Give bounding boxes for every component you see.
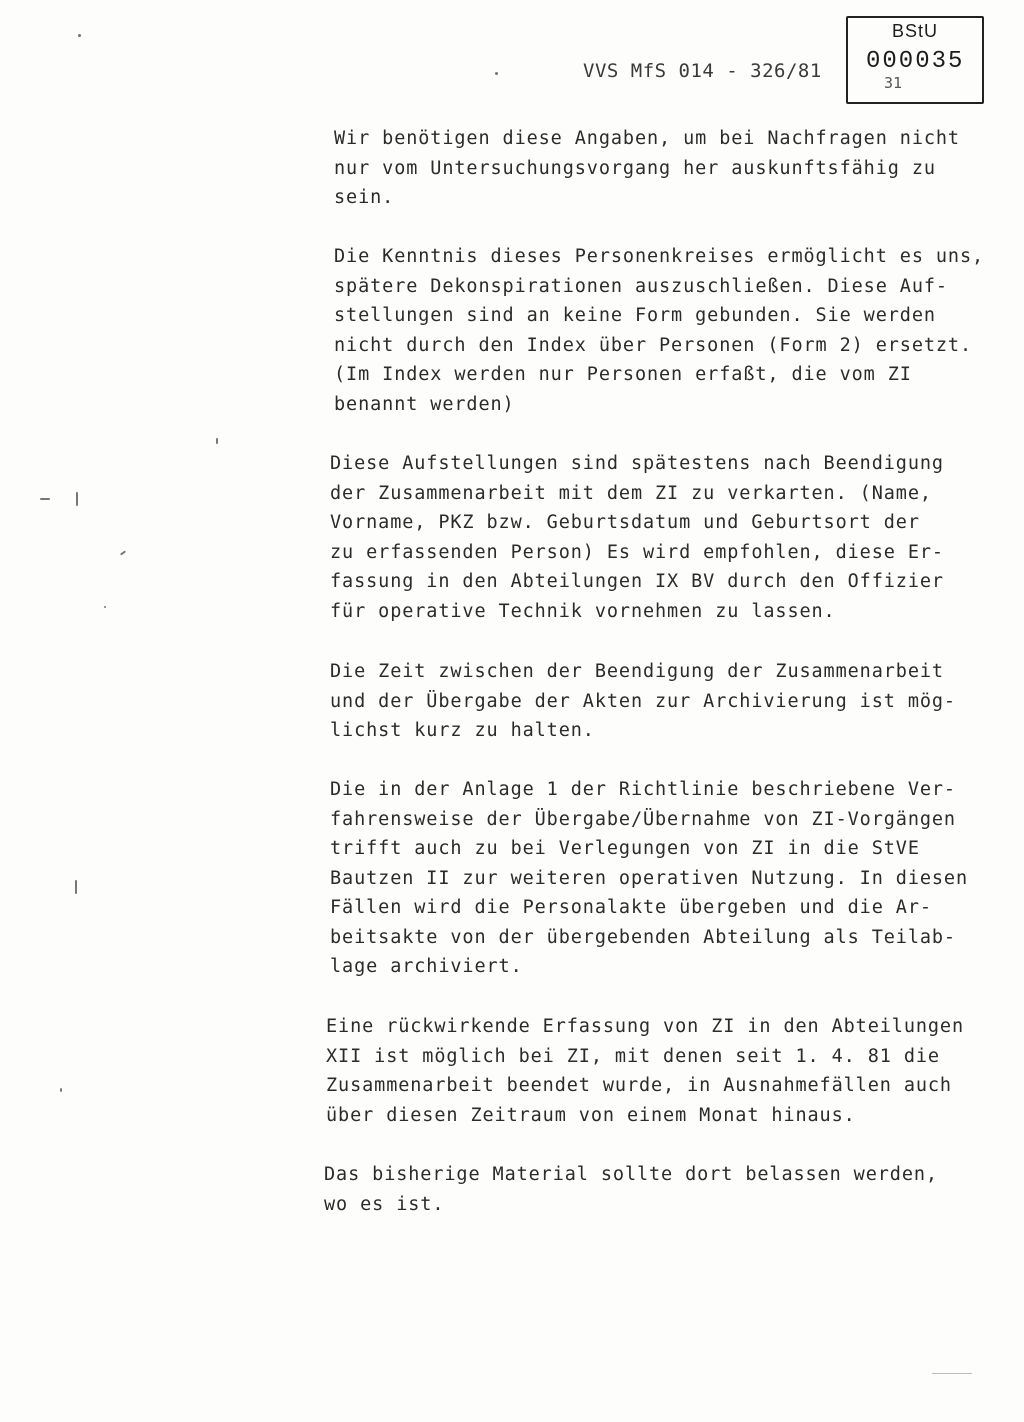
paragraph-3: Diese Aufstellungen sind spätestens nach Beendigung der Zusammenarbeit mit dem ZI zu verkarten. (Name, Vorname, PKZ bzw. Geburtsdatum und Geburtsort der zu erfassenden Person) Es wird empfohlen, diese Er- fassung in den Abteilungen IX BV durch den Offizier für operative Technik vornehmen zu lassen.	[330, 453, 944, 622]
paragraph-4: Die Zeit zwischen der Beendigung der Zusammenarbeit und der Übergabe der Akten zur Archivierung ist mög- lichst kurz zu halten.	[330, 661, 956, 741]
paragraph-6: Eine rückwirkende Erfassung von ZI in den Abteilungen XII ist möglich bei ZI, mit denen seit 1. 4. 81 die Zusammenarbeit beendet wurde, in Ausnahmefällen auch über diesen Zeitraum von einem Monat hinaus.	[326, 1016, 965, 1126]
paragraph-1: Wir benötigen diese Angaben, um bei Nachfragen nicht nur vom Untersuchungsvorgang her auskunftsfähig zu sein.	[334, 128, 960, 208]
scan-speck	[76, 492, 78, 506]
document-reference: VVS MfS 014 - 326/81	[583, 60, 822, 82]
scan-speck	[216, 438, 218, 444]
scan-speck	[120, 550, 126, 555]
scan-speck	[495, 72, 498, 75]
stamp-number: 000035	[866, 48, 965, 75]
scan-speck	[78, 34, 81, 37]
page-number: 31	[884, 74, 903, 92]
scan-speck	[75, 880, 77, 894]
paragraph-7: Das bisherige Material sollte dort belassen werden, wo es ist.	[324, 1164, 938, 1215]
scan-speck	[932, 1373, 972, 1374]
paragraph-2: Die Kenntnis dieses Personenkreises ermöglicht es uns, spätere Dekonspirationen auszuschließen. Diese Auf- stellungen sind an keine Form gebunden. Sie werden nicht durch den Index über Personen (Form 2) ersetzt. (Im Index werden nur Personen erfaßt, die vom ZI benannt werden)	[334, 246, 985, 415]
scan-speck	[40, 498, 50, 500]
paragraph-5: Die in der Anlage 1 der Richtlinie beschriebene Ver- fahrensweise der Übergabe/Übernahme von ZI-Vorgängen trifft auch zu bei Verlegungen von ZI in die StVE Bautzen II zur weiteren operativen Nutzung. In diesen Fällen wird die Personalakte übergeben und die Ar- beitsakte von der übergebenden Abteilung als Teilab- lage archiviert.	[330, 779, 969, 977]
stamp-title: BStU	[891, 21, 938, 41]
archive-stamp	[846, 16, 984, 104]
scan-speck	[60, 1088, 62, 1092]
scan-speck	[104, 606, 106, 608]
